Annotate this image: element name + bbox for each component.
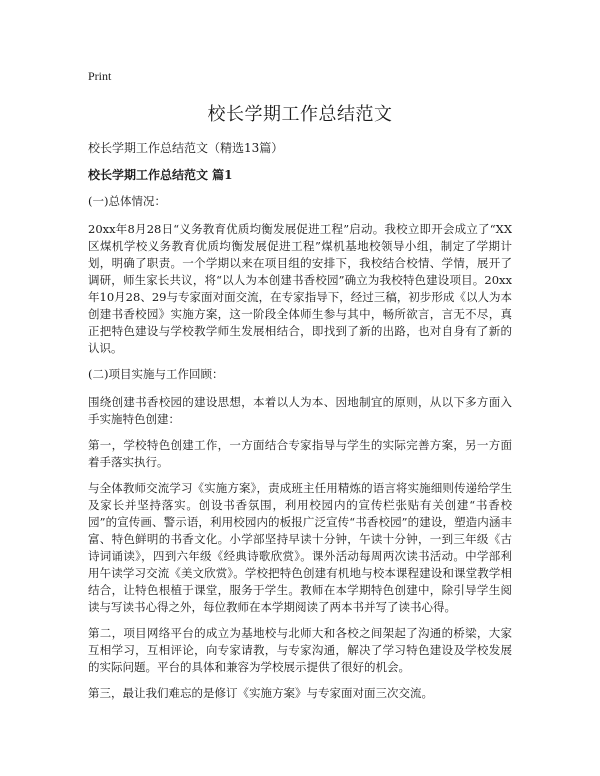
page-title: 校长学期工作总结范文 bbox=[207, 104, 393, 125]
paragraph-review-heading: (二)项目实施与工作回顾： bbox=[88, 367, 224, 381]
paragraph-second: 第二，项目网络平台的成立为基地校与北师大和各校之间架起了沟通的桥梁，大家互相学习，互相评论，向专家请教，与专家沟通，解决了学习特色建设及学校发展的实际问题。平台的具体和兼容为学校展示提供了很好的机会。 bbox=[88, 626, 512, 674]
document-subtitle: 校长学期工作总结范文（精选13篇） bbox=[88, 141, 284, 155]
paragraph-third: 第三，最让我们难忘的是修订《实施方案》与专家面对面三次交流。 bbox=[88, 686, 433, 700]
paragraph-overview: 20xx年8月28日“义务教育优质均衡发展促进工程”启动。我校立即开会成立了“XX区煤机学校义务教育优质均衡发展促进工程”煤机基地校领导小组，制定了学期计划，明确了职责。一个学期以来在项目组的安排下，我校结合校情、学情，展开了调研，师生家长共议，将“以人为本创建书香校园”确立为我校特色建设项目。20xx年10月28、29与专家面对面交流，在专家指导下，经过三稿，初步形成《以人为本创建书香校园》实施方案，这一阶段全体师生参与其中，畅所欲言，言无不尽，真正把特色建设与学校教学师生发展相结合，即找到了新的出路，也对自身有了新的认识。 bbox=[88, 222, 512, 355]
paragraph-first: 第一，学校特色创建工作，一方面结合专家指导与学生的实际完善方案，另一方面着手落实执行。 bbox=[88, 438, 512, 469]
paragraph-overview-heading: (一)总体情况： bbox=[88, 194, 166, 208]
print-link[interactable]: Print bbox=[88, 69, 112, 83]
paragraph-approach: 围绕创建书香校园的建设思想，本着以人为本、因地制宜的原则，从以下多方面入手实施特色创建： bbox=[88, 395, 512, 426]
section-heading: 校长学期工作总结范文 篇1 bbox=[88, 168, 233, 182]
paragraph-implementation: 与全体教师交流学习《实施方案》，责成班主任用精炼的语言将实施细则传递给学生及家长并坚持落实。创设书香氛围，利用校园内的宣传栏张贴有关创建“书香校园”的宣传画、警示语，利用校园内的板报广泛宣传“书香校园”的建设，塑造内涵丰富、特色鲜明的书香文化。小学部坚持早读十分钟，午读十分钟，一到三年级《古诗词诵读》，四到六年级《经典诗歌欣赏》。课外活动每周两次读书活动。中学部利用午读学习交流《美文欣赏》。学校把特色创建有机地与校本课程建设和课堂教学相结合，让特色根植于课堂，服务于学生。教师在本学期特色创建中，除引导学生阅读与写读书心得之外，每位教师在本学期阅读了两本书并写了读书心得。 bbox=[88, 481, 512, 614]
